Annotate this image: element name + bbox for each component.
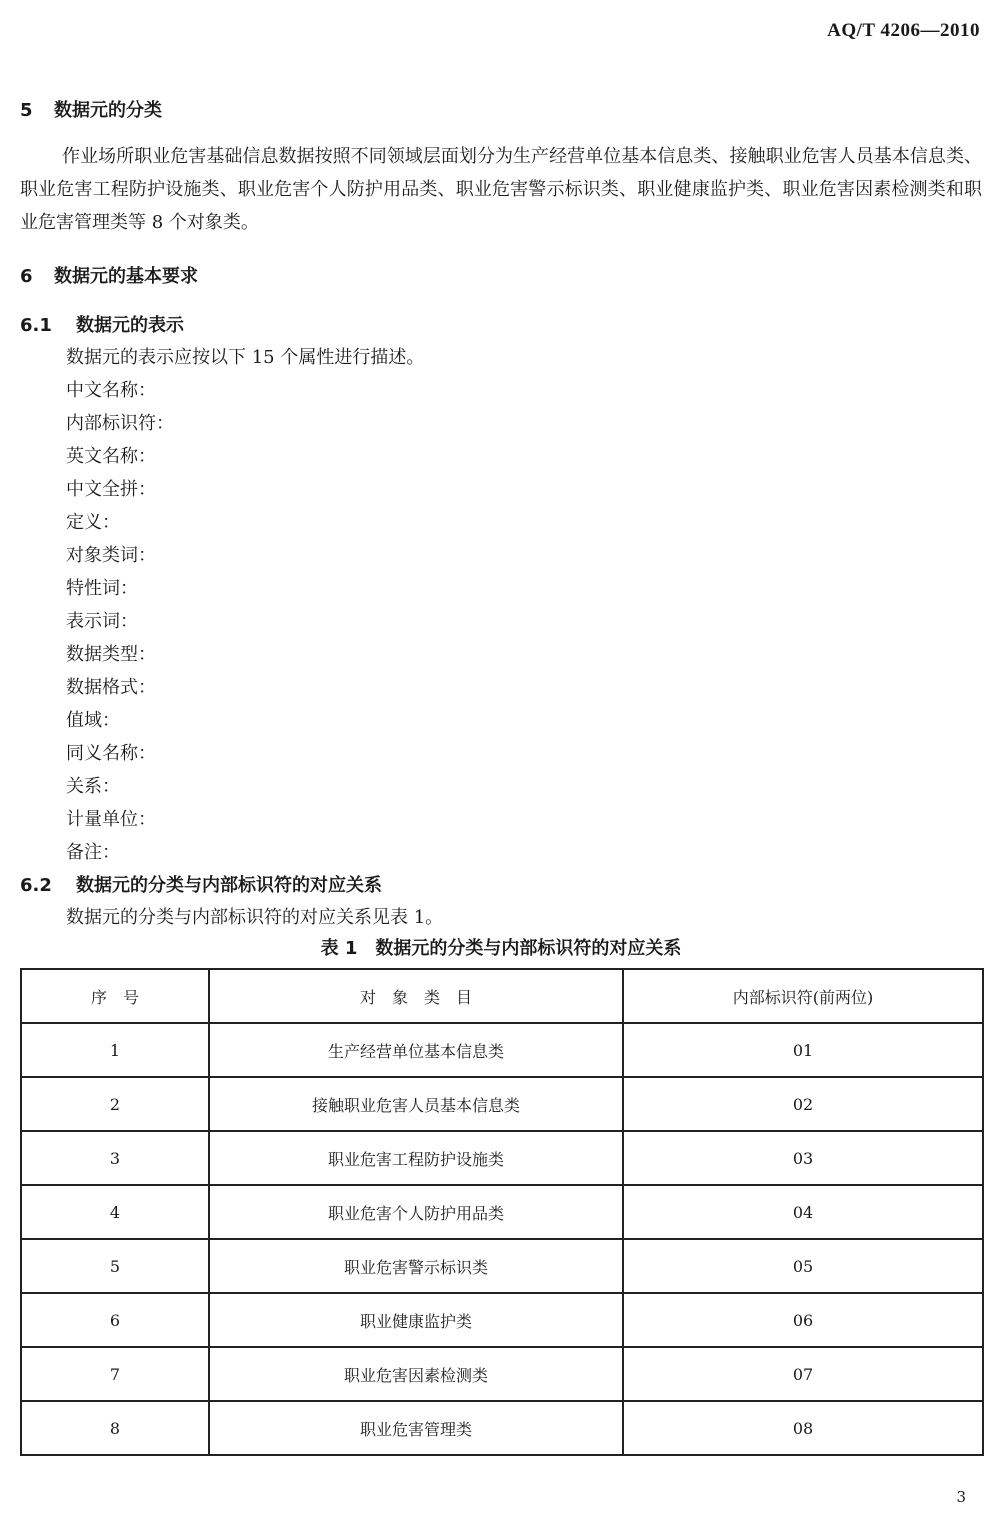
section-title: 数据元的表示 (76, 315, 184, 336)
attribute-item: 值域： (66, 710, 120, 731)
attribute-item: 同义名称： (66, 743, 156, 764)
section-number: 6.2 (20, 875, 52, 896)
cell-serial: 1 (21, 1023, 209, 1077)
table-row (21, 1401, 983, 1455)
cell-category: 职业危害个人防护用品类 (209, 1185, 623, 1239)
section-title: 数据元的基本要求 (54, 266, 198, 287)
cell-category: 职业危害警示标识类 (209, 1239, 623, 1293)
section-number: 6 (20, 266, 33, 287)
section-number: 6.1 (20, 315, 52, 336)
section-6-heading (20, 262, 198, 288)
page-number: 3 (956, 1488, 966, 1506)
cell-identifier: 07 (623, 1347, 983, 1401)
attribute-item: 备注： (66, 842, 120, 863)
cell-identifier: 08 (623, 1401, 983, 1455)
section-5-heading (20, 96, 162, 122)
cell-identifier: 03 (623, 1131, 983, 1185)
attribute-item: 英文名称： (66, 446, 156, 467)
table-row (21, 1347, 983, 1401)
cell-serial: 7 (21, 1347, 209, 1401)
cell-serial: 2 (21, 1077, 209, 1131)
table-row (21, 1023, 983, 1077)
section-number: 5 (20, 100, 33, 121)
cell-identifier: 02 (623, 1077, 983, 1131)
cell-serial: 3 (21, 1131, 209, 1185)
section-6-2-intro: 数据元的分类与内部标识符的对应关系见表 1。 (66, 907, 444, 928)
attribute-item: 关系： (66, 776, 120, 797)
table-row (21, 1293, 983, 1347)
section-title: 数据元的分类 (54, 100, 162, 121)
attribute-item: 中文全拼： (66, 479, 156, 500)
attribute-item: 内部标识符： (66, 413, 174, 434)
cell-serial: 5 (21, 1239, 209, 1293)
attribute-item: 数据格式： (66, 677, 156, 698)
attribute-item: 中文名称： (66, 380, 156, 401)
section-6-2-heading (20, 871, 382, 897)
cell-identifier: 06 (623, 1293, 983, 1347)
table-caption: 表 1 数据元的分类与内部标识符的对应关系 (320, 938, 682, 959)
cell-identifier: 04 (623, 1185, 983, 1239)
column-header-serial: 序 号 (21, 969, 209, 1023)
column-header-category: 对 象 类 目 (209, 969, 623, 1023)
cell-serial: 6 (21, 1293, 209, 1347)
table-row (21, 1131, 983, 1185)
cell-category: 生产经营单位基本信息类 (209, 1023, 623, 1077)
attribute-item: 计量单位： (66, 809, 156, 830)
table-row (21, 1185, 983, 1239)
section-5-paragraph (20, 140, 982, 239)
section-6-1-heading (20, 311, 184, 337)
cell-category: 职业危害管理类 (209, 1401, 623, 1455)
section-6-1-intro: 数据元的表示应按以下 15 个属性进行描述。 (66, 347, 425, 368)
cell-category: 职业危害因素检测类 (209, 1347, 623, 1401)
cell-serial: 8 (21, 1401, 209, 1455)
attribute-item: 数据类型： (66, 644, 156, 665)
paragraph-text: 作业场所职业危害基础信息数据按照不同领域层面划分为生产经营单位基本信息类、接触职业危害人员基本信息类、职业危害工程防护设施类、职业危害个人防护用品类、职业危害警示标识类、职业健康监护类、职业危害因素检测类和职业危害管理类等 8 个对象类。 (20, 146, 982, 233)
cell-category: 职业健康监护类 (209, 1293, 623, 1347)
attribute-item: 表示词： (66, 611, 138, 632)
cell-serial: 4 (21, 1185, 209, 1239)
table-row (21, 1077, 983, 1131)
attribute-item: 对象类词： (66, 545, 156, 566)
standard-code: AQ/T 4206—2010 (827, 20, 980, 41)
attribute-item: 特性词： (66, 578, 138, 599)
cell-identifier: 01 (623, 1023, 983, 1077)
column-header-identifier: 内部标识符(前两位) (623, 969, 983, 1023)
table-row (21, 1239, 983, 1293)
cell-category: 职业危害工程防护设施类 (209, 1131, 623, 1185)
cell-category: 接触职业危害人员基本信息类 (209, 1077, 623, 1131)
section-title: 数据元的分类与内部标识符的对应关系 (76, 875, 382, 896)
attribute-item: 定义： (66, 512, 120, 533)
classification-table (20, 968, 984, 1456)
table-header-row (21, 969, 983, 1023)
cell-identifier: 05 (623, 1239, 983, 1293)
